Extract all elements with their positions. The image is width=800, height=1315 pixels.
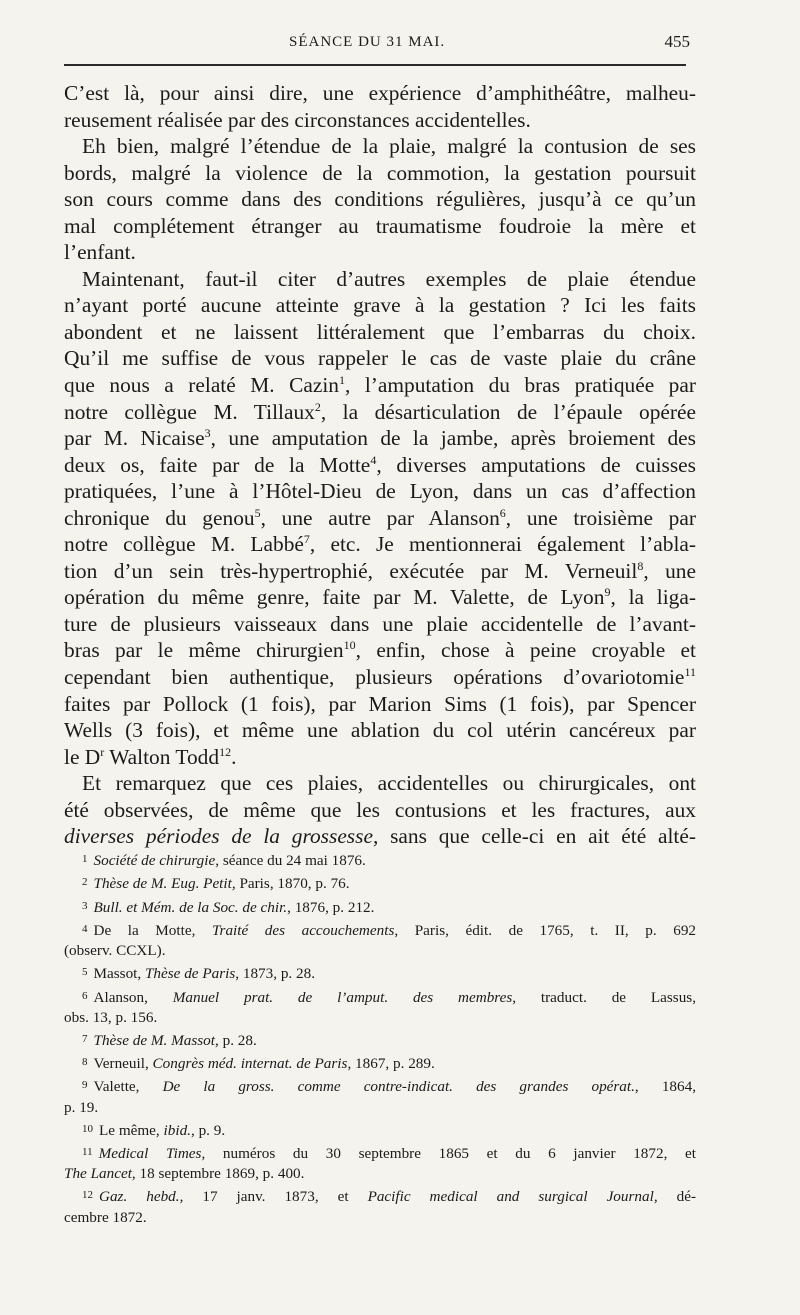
- text-run: , numéros du 30 septembre 1865 et du 6 janvier 1872, et: [201, 1145, 696, 1163]
- text-run: opération du même genre, faite par M. Valette, de Lyon: [64, 585, 605, 610]
- footnote-ref: 9: [604, 585, 611, 600]
- footnote-ref: 10: [343, 638, 356, 653]
- text-run: notre collègue M. Labbé: [64, 532, 304, 557]
- text-run: , 1867, p. 289.: [347, 1055, 435, 1073]
- text-line: été observées, de même que les contusions et les fractures, aux: [64, 797, 696, 822]
- superscript-r: r: [100, 744, 105, 759]
- footnote-line: cembre 1872.: [64, 1208, 147, 1226]
- text-run: cependant bien authentique, plusieurs opérations d’ovariotomie: [64, 665, 685, 690]
- footnote-number: 10: [82, 1122, 93, 1135]
- footnote-ref: 4: [370, 452, 377, 467]
- footnote: [64, 849, 696, 871]
- body-text: [64, 80, 696, 850]
- text-run: que nous a relaté M. Cazin: [64, 373, 339, 398]
- footnote-number: 7: [82, 1032, 88, 1045]
- text-run: le D: [64, 744, 101, 769]
- text-line: [64, 823, 696, 850]
- italic-run: Société de chirurgie: [93, 852, 216, 869]
- text-line: [64, 664, 696, 691]
- italic-run: Thèse de Paris: [144, 965, 236, 983]
- footnote-ref: 7: [303, 532, 310, 547]
- text-line: [64, 399, 696, 426]
- text-line: [64, 425, 696, 452]
- text-run: chronique du genou: [64, 505, 255, 530]
- text-line: ture de plusieurs vaisseaux dans une plaie accidentelle de l’avant-: [64, 611, 696, 636]
- footnote-line: [64, 986, 696, 1008]
- text-run: Massot,: [93, 965, 145, 983]
- italic-run: Traité des accouchements: [211, 921, 395, 939]
- footnote-line: [64, 1075, 696, 1097]
- text-run: , l’amputation du bras pratiquée par: [344, 373, 696, 398]
- footnote: [64, 1052, 696, 1074]
- text-line: abondent et ne laissent littéralement que l’embarras du choix.: [64, 319, 696, 344]
- text-run: Valette,: [93, 1078, 163, 1096]
- footnote-line: [64, 896, 696, 918]
- text-run: notre collègue M. Tillaux: [64, 399, 315, 424]
- text-run: .: [231, 744, 237, 769]
- italic-run: Gaz. hebd.: [99, 1188, 180, 1206]
- text-line: Maintenant, faut-il citer d’autres exemples de plaie étendue: [82, 266, 696, 291]
- text-run: Verneuil,: [93, 1055, 153, 1073]
- footnote-ref: 6: [499, 505, 506, 520]
- footnote: [64, 962, 696, 984]
- text-line: [64, 584, 696, 611]
- text-run: Paris, 1870, p. 76.: [235, 875, 350, 893]
- text-line: reusement réalisée par des circonstances accidentelles.: [64, 107, 531, 132]
- text-line: C’est là, pour ainsi dire, une expérience d’amphithéâtre, malheu-: [64, 81, 696, 105]
- text-run: par M. Nicaise: [64, 426, 205, 451]
- text-line: Et remarquez que ces plaies, accidentelles ou chirurgicales, ont: [82, 771, 696, 796]
- text-run: tion d’un sein très-hypertrophié, exécutée par M. Verneuil: [64, 558, 638, 583]
- italic-run: Pacific medical and surgical Journal,: [367, 1188, 658, 1206]
- text-run: , 1864,: [634, 1078, 696, 1096]
- text-run: , une amputation de la jambe, après broiement des: [210, 426, 696, 451]
- text-run: Le même,: [99, 1121, 164, 1139]
- paragraph-1: [64, 80, 696, 133]
- italic-run: The Lancet: [64, 1165, 132, 1183]
- running-title: SÉANCE DU 31 MAI.: [289, 34, 446, 50]
- italic-run: De la gross. comme contre-indicat. des grandes opérat.: [162, 1078, 635, 1096]
- text-run: De la Motte,: [93, 921, 212, 939]
- text-run: , une troisième par: [505, 505, 696, 530]
- footnote-line: [64, 1052, 696, 1074]
- running-header: [64, 32, 694, 56]
- footnote-number: 1: [82, 853, 88, 865]
- text-line: faites par Pollock (1 fois), par Marion Sims (1 fois), par Spencer: [64, 691, 696, 716]
- text-line: [64, 744, 696, 771]
- text-run: , séance du 24 mai 1876.: [215, 852, 366, 869]
- footnote-line: [64, 872, 696, 894]
- footnote: [64, 1185, 696, 1227]
- footnote: [64, 1029, 696, 1051]
- footnote-number: 4: [82, 922, 88, 935]
- text-line: n’ayant porté aucune atteinte grave à la gestation ? Ici les faits: [64, 293, 696, 318]
- italic-run: Thèse de M. Massot: [93, 1031, 215, 1049]
- text-run: dé-: [657, 1188, 696, 1206]
- footnote-line: (observ. CCXL).: [64, 941, 166, 959]
- italic-run: diverses périodes de la grossesse,: [64, 824, 379, 849]
- footnote-number: 6: [82, 989, 88, 1002]
- footnote-number: 11: [82, 1146, 93, 1159]
- text-run: , p. 9.: [190, 1121, 226, 1139]
- footnote-ref: 5: [254, 505, 261, 520]
- text-line: l’enfant.: [64, 240, 136, 265]
- footnote: [64, 1142, 696, 1184]
- footnotes: [64, 849, 696, 1229]
- text-run: , 17 janv. 1873, et: [179, 1188, 368, 1206]
- text-run: , p. 28.: [215, 1031, 257, 1049]
- footnote-line: [64, 849, 696, 871]
- paragraph-3: [64, 266, 696, 770]
- footnote: [64, 1075, 696, 1117]
- footnote-number: 5: [82, 966, 88, 979]
- text-line: Wells (3 fois), et même une ablation du col utérin cancéreux par: [64, 718, 696, 743]
- text-run: , etc. Je mentionnerai également l’abla-: [309, 532, 697, 557]
- footnote: [64, 872, 696, 894]
- text-line: Eh bien, malgré l’étendue de la plaie, malgré la contusion de ses: [82, 134, 696, 159]
- text-run: , la liga-: [610, 585, 696, 610]
- paragraph-4: [64, 770, 696, 850]
- footnote-line: p. 19.: [64, 1098, 99, 1116]
- footnote-line: [64, 1164, 696, 1184]
- footnote-ref: 2: [314, 399, 321, 414]
- text-run: Alanson,: [93, 988, 173, 1006]
- footnote-line: [64, 1185, 696, 1207]
- footnote-ref: 11: [684, 665, 696, 680]
- footnote-ref: 3: [204, 426, 211, 441]
- text-run: , une autre par Alanson: [260, 505, 500, 530]
- text-line: Qu’il me suffise de vous rappeler le cas de vaste plaie du crâne: [64, 346, 696, 371]
- text-run: , une: [643, 558, 696, 583]
- footnote-number: 2: [82, 876, 88, 889]
- footnote-line: obs. 13, p. 156.: [64, 1008, 158, 1026]
- text-run: , enfin, chose à peine croyable et: [355, 638, 696, 663]
- footnote-ref: 12: [219, 744, 232, 759]
- italic-run: Thèse de M. Eug. Petit,: [93, 875, 236, 893]
- italic-run: Medical Times: [98, 1145, 202, 1163]
- text-line: [64, 637, 696, 664]
- text-run: Walton Todd: [104, 744, 220, 769]
- italic-run: Congrès méd. internat. de Paris: [152, 1055, 348, 1073]
- footnote-line: [64, 1029, 696, 1051]
- header-rule: [64, 64, 686, 66]
- text-line: [64, 558, 696, 585]
- footnote-line: [64, 962, 696, 984]
- text-run: bras par le même chirurgien: [64, 638, 344, 663]
- text-run: , 1873, p. 28.: [235, 965, 315, 983]
- footnote-ref: 1: [338, 373, 345, 388]
- footnote-number: 3: [82, 899, 88, 912]
- text-line: pratiquées, l’une à l’Hôtel-Dieu de Lyon, dans un cas d’affection: [64, 479, 696, 504]
- text-run: deux os, faite par de la Motte: [64, 452, 371, 477]
- footnote-number: 9: [82, 1079, 88, 1092]
- footnote-line: [64, 919, 696, 941]
- text-line: son cours comme dans des conditions régulières, jusqu’à ce qu’un: [64, 187, 696, 212]
- text-line: [64, 452, 696, 479]
- text-run: , 1876, p. 212.: [287, 898, 375, 916]
- footnote-line: [64, 1142, 696, 1164]
- text-line: mal complétement étranger au traumatisme foudroie la mère et: [64, 213, 696, 238]
- text-run: , la désarticulation de l’épaule opérée: [320, 399, 696, 424]
- paragraph-2: [64, 133, 696, 266]
- italic-run: Manuel prat. de l’amput. des membres: [172, 988, 513, 1006]
- footnote: [64, 1119, 696, 1141]
- footnote: [64, 919, 696, 961]
- text-line: [64, 505, 696, 532]
- text-run: sans que celle-ci en ait été alté-: [378, 824, 696, 849]
- footnote-number: 8: [82, 1056, 88, 1069]
- italic-run: Bull. et Mém. de la Soc. de chir.: [93, 898, 288, 916]
- text-run: , diverses amputations de cuisses: [376, 452, 696, 477]
- text-run: , traduct. de Lassus,: [512, 988, 696, 1006]
- italic-run: ibid.: [163, 1121, 191, 1139]
- footnote-ref: 8: [637, 558, 644, 573]
- text-line: [64, 372, 696, 399]
- page-number: 455: [664, 32, 690, 51]
- footnote-number: 12: [82, 1189, 93, 1202]
- footnote: [64, 986, 696, 1028]
- footnote-line: [64, 1119, 696, 1141]
- text-run: , 18 septembre 1869, p. 400.: [131, 1165, 305, 1183]
- footnote: [64, 896, 696, 918]
- text-run: , Paris, édit. de 1765, t. II, p. 692: [394, 921, 697, 939]
- text-line: bords, malgré la violence de la commotion, la gestation poursuit: [64, 160, 696, 185]
- text-line: [64, 531, 696, 558]
